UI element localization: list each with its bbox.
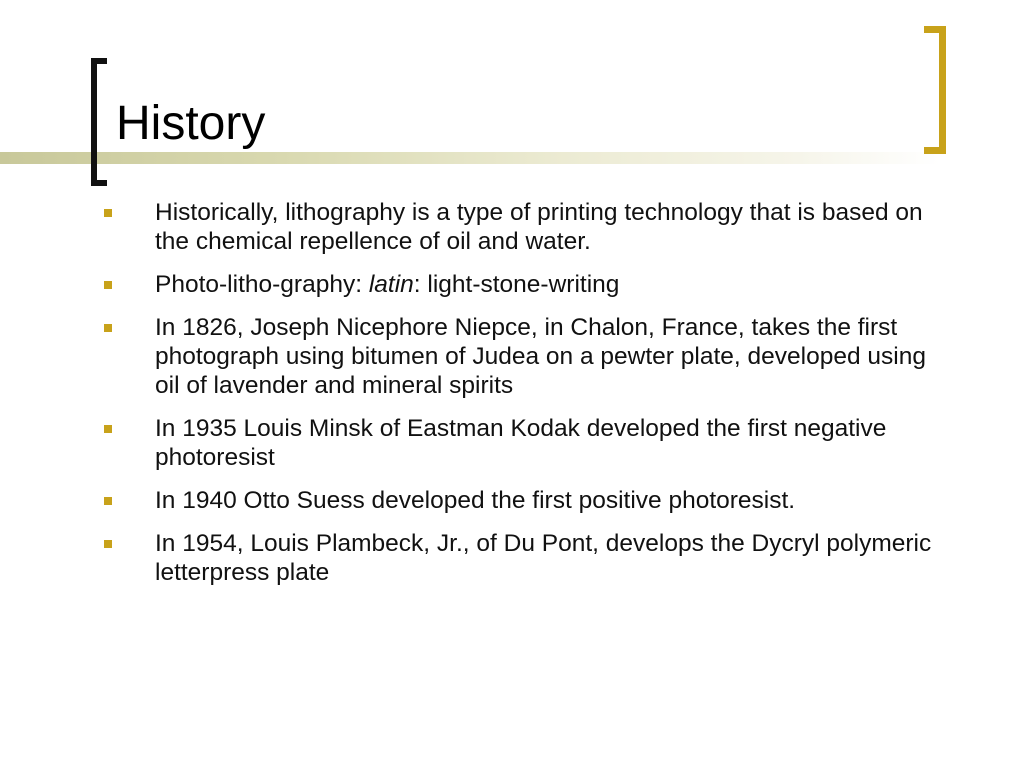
bullet-square-icon (104, 540, 112, 548)
bullet-square-icon (104, 281, 112, 289)
right-bracket-decoration (924, 26, 946, 154)
bullet-square-icon (104, 324, 112, 332)
bullet-text: In 1954, Louis Plambeck, Jr., of Du Pont, develops the Dycryl polymeric letterpress plate (155, 530, 932, 586)
slide-title: History (116, 100, 269, 148)
bullet-text: In 1826, Joseph Nicephore Niepce, in Chalon, France, takes the first photograph using bitumen of Judea on a pewter plate, developed using oil of lavender and mineral spirits (155, 314, 926, 399)
title-gradient-band (0, 152, 940, 164)
bullet-item (104, 313, 944, 400)
bullet-square-icon (104, 497, 112, 505)
bullet-square-icon (104, 425, 112, 433)
bullet-text-italic: latin (368, 271, 414, 298)
bullet-item (104, 529, 944, 587)
bullet-square-icon (104, 209, 112, 217)
bullet-text: In 1940 Otto Suess developed the first positive photoresist. (155, 487, 796, 514)
bullet-text: In 1935 Louis Minsk of Eastman Kodak developed the first negative photoresist (155, 415, 887, 471)
bullet-item (104, 414, 944, 472)
bullet-item (104, 270, 944, 299)
bullet-text-prefix: Photo-litho-graphy: (155, 271, 369, 298)
bullet-text-suffix: : light-stone-writing (413, 271, 620, 298)
left-bracket-decoration (91, 58, 107, 186)
bullet-item (104, 198, 944, 256)
bullet-list (104, 198, 944, 601)
bullet-text: Historically, lithography is a type of printing technology that is based on the chemical repellence of oil and water. (155, 199, 923, 255)
bullet-item (104, 486, 944, 515)
